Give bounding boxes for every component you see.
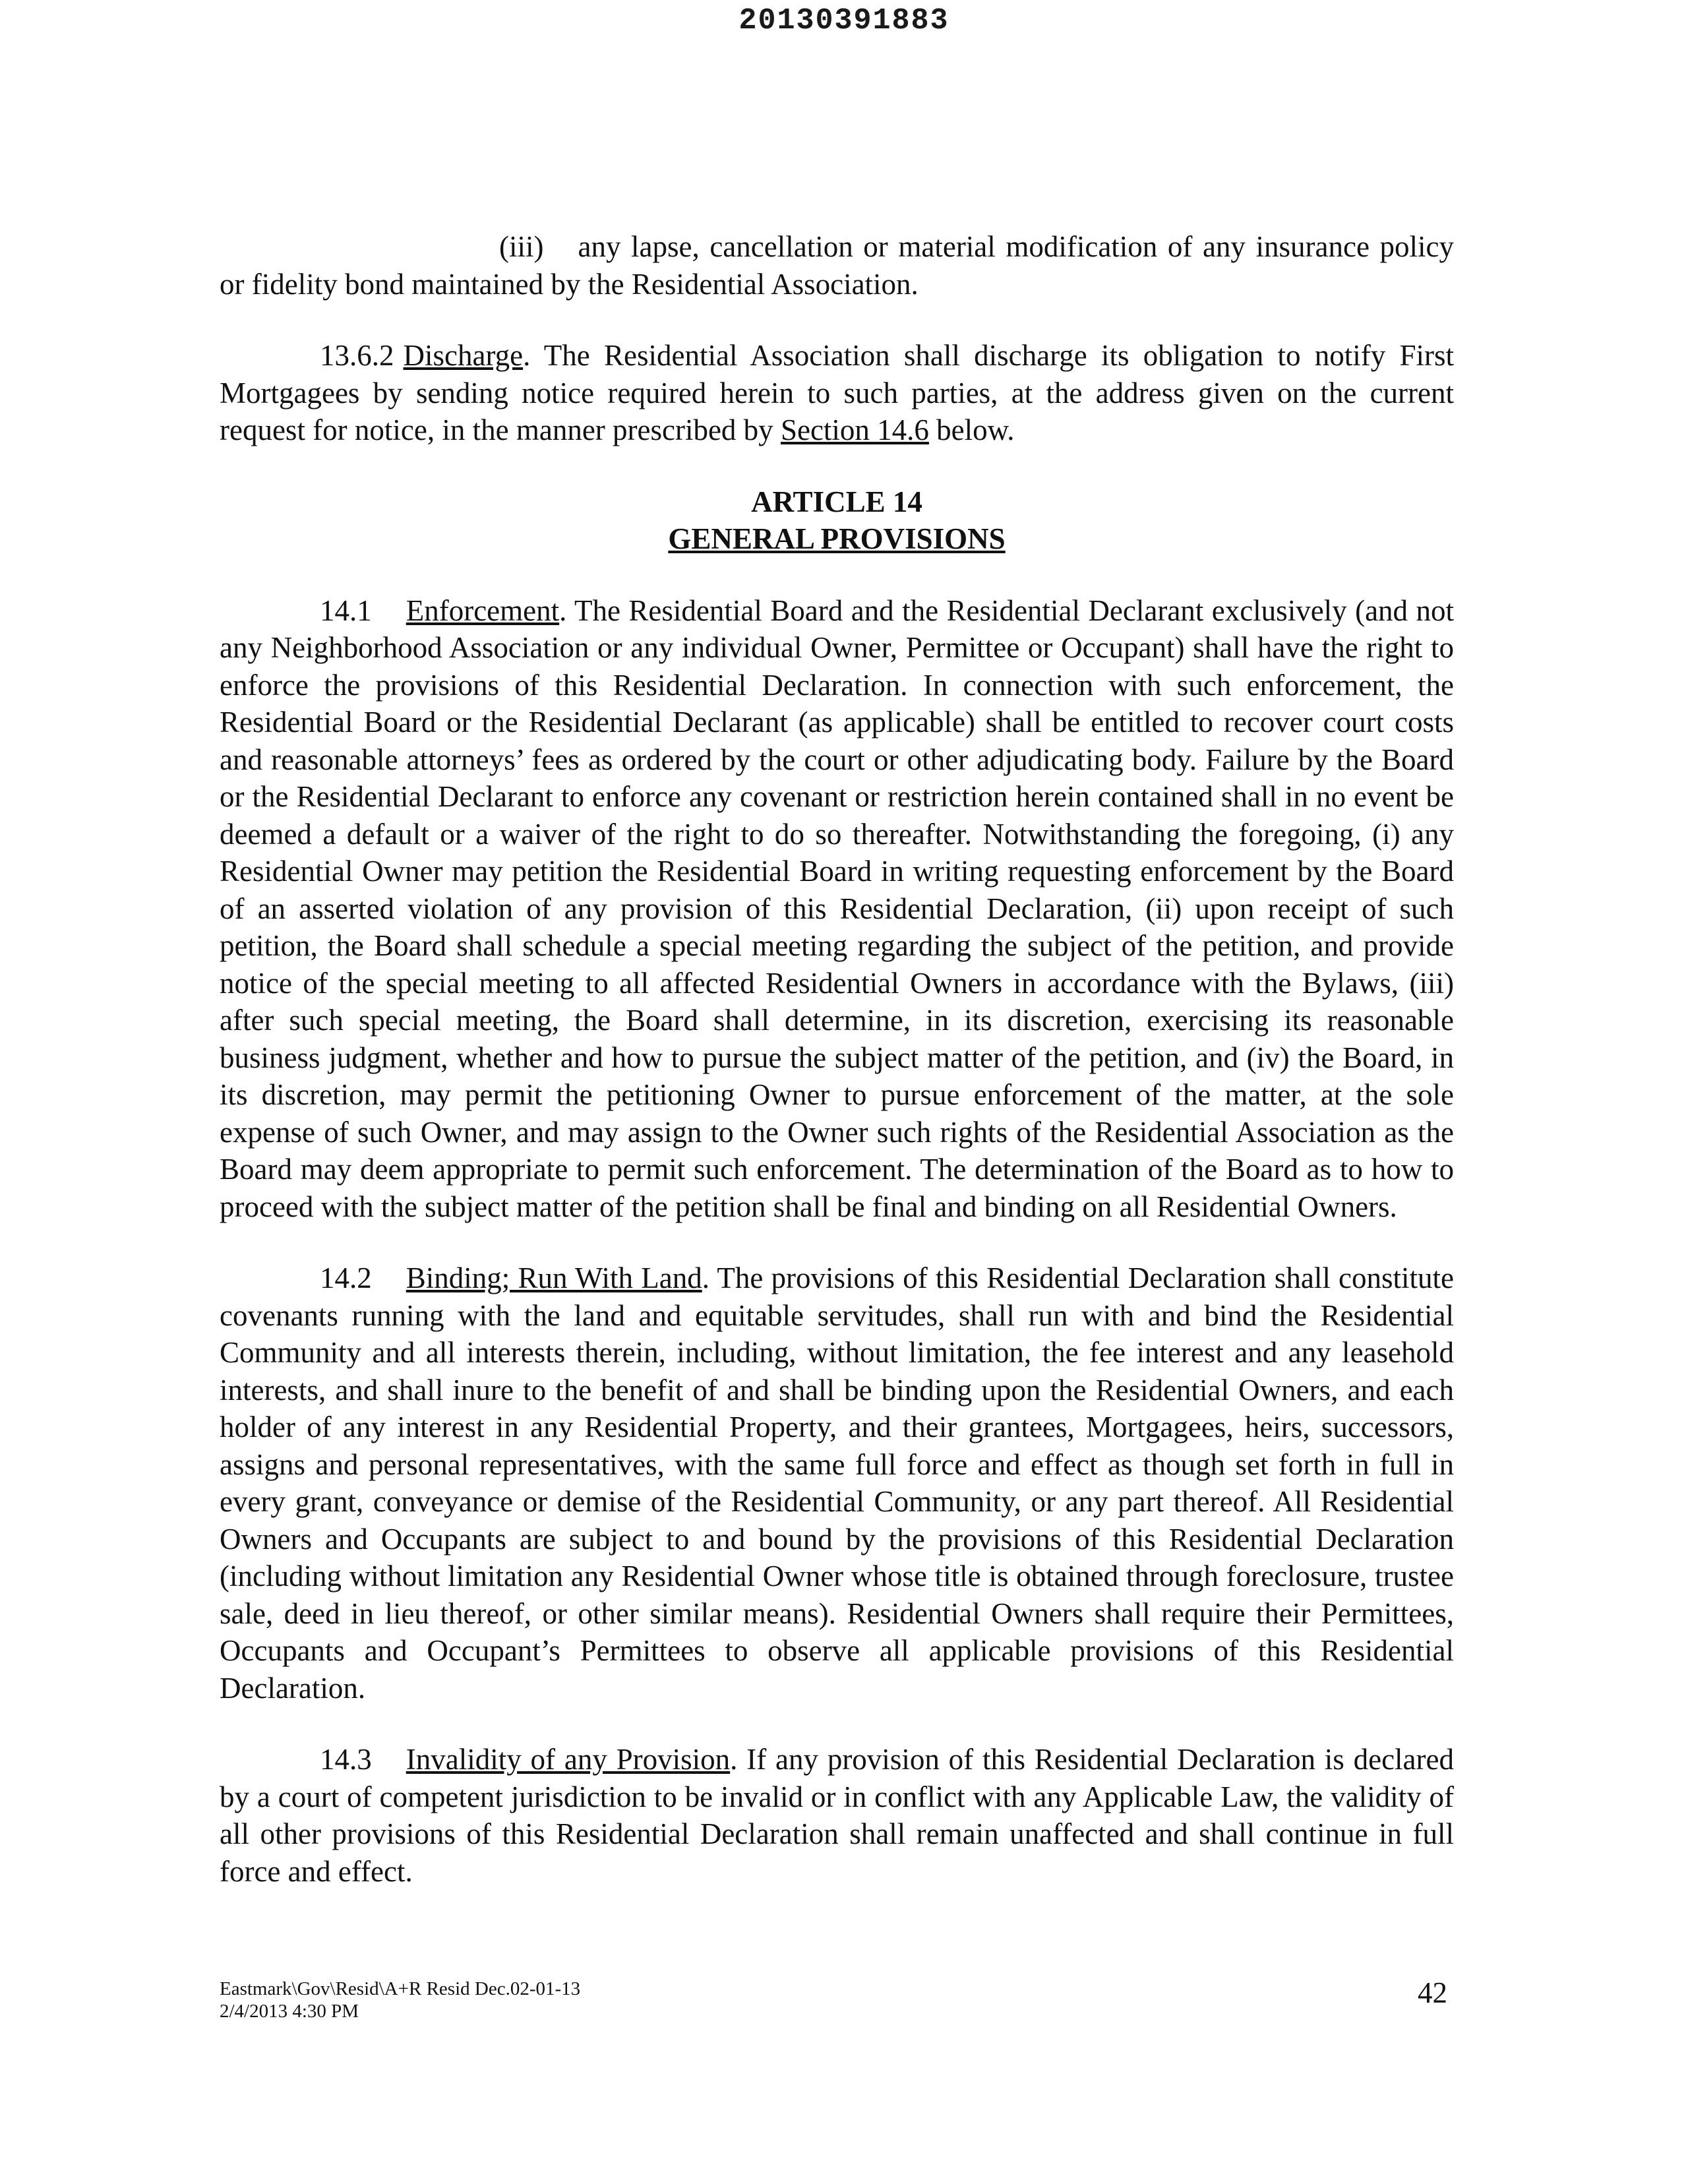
footer-file-path: Eastmark\Gov\Resid\A+R Resid Dec.02-01-13	[220, 1978, 581, 1999]
article-number: ARTICLE 14	[751, 485, 922, 518]
paragraph-item-iii	[220, 228, 1454, 303]
section-title: Invalidity of any Provision	[406, 1743, 731, 1776]
article-heading	[220, 483, 1454, 558]
section-text: . The Residential Board and the Residential Declarant exclusively (and not any Neighborhood Association or any individual Owner, Permittee or Occupant) shall have the right to enforce the provisions of this Residential Declaration. In connection with such enforcement, the Residential Board or the Residential Declarant (as applicable) shall be entitled to recover court costs and reasonable attorneys’ fees as ordered by the court or other adjudicating body. Failure by the Board or the Residential Declarant to enforce any covenant or restriction herein contained shall in no event be deemed a default or a waiver of the right to do so thereafter. Notwithstanding the foregoing, (i) any Residential Owner may petition the Residential Board in writing requesting enforcement by the Board of an asserted violation of any provision of this Residential Declaration, (ii) upon receipt of such petition, the Board shall schedule a special meeting regarding the subject of the petition, and provide notice of the special meeting to all affected Residential Owners in accordance with the Bylaws, (iii) after such special meeting, the Board shall determine, in its discretion, exercising its reasonable business judgment, whether and how to pursue the subject matter of the petition, and (iv) the Board, in its discretion, may permit the petitioning Owner to pursue enforcement of the matter, at the sole expense of such Owner, and may assign to the Owner such rights of the Residential Association as the Board may deem appropriate to permit such enforcement. The determination of the Board as to how to proceed with the subject matter of the petition shall be final and binding on all Residential Owners.	[220, 593, 1454, 1223]
section-number: 14.2	[320, 1261, 372, 1294]
section-text-end: below.	[928, 413, 1015, 446]
item-number: (iii)	[499, 230, 544, 263]
document-number: 20130391883	[738, 4, 950, 38]
section-number: 14.1	[320, 593, 372, 627]
section-14-1	[220, 592, 1454, 1226]
footer-file-info	[220, 1978, 580, 2022]
section-title: Binding; Run With Land	[406, 1261, 702, 1294]
section-text: . If any provision of this Residential Declaration is declared by a court of competent jurisdiction to be invalid or in conflict with any Applicable Law, the validity of all other provisions of this Residential Declaration shall remain unaffected and shall continue in full force and effect.	[220, 1743, 1454, 1888]
page-number: 42	[1418, 1976, 1447, 2009]
section-number: 13.6.2	[320, 339, 394, 372]
section-text: . The Residential Association shall discharge its obligation to notify First Mortgagees by sending notice required herein to such parties, at the address given on the current request for notice, in the manner prescribed by	[220, 339, 1454, 446]
section-13-6-2	[220, 337, 1454, 449]
section-14-2	[220, 1259, 1454, 1707]
document-body	[220, 228, 1454, 1924]
section-title: Discharge	[403, 339, 524, 372]
item-text: any lapse, cancellation or material modification of any insurance policy or fidelity bond maintained by the Residential Association.	[220, 230, 1454, 301]
section-14-3	[220, 1741, 1454, 1890]
section-title: Enforcement	[406, 593, 560, 627]
section-text: . The provisions of this Residential Declaration shall constitute covenants running with the land and equitable servitudes, shall run with and bind the Residential Community and all interests therein, including, without limitation, the fee interest and any leasehold interests, and shall inure to the benefit of and shall be binding upon the Residential Owners, and each holder of any interest in any Residential Property, and their grantees, Mortgagees, heirs, successors, assigns and personal representatives, with the same full force and effect as though set forth in full in every grant, conveyance or demise of the Residential Community, or any part thereof. All Residential Owners and Occupants are subject to and bound by the provisions of this Residential Declaration (including without limitation any Residential Owner whose title is obtained through foreclosure, trustee sale, deed in lieu thereof, or other similar means). Residential Owners shall require their Permittees, Occupants and Occupant’s Permittees to observe all applicable provisions of this Residential Declaration.	[220, 1261, 1454, 1705]
article-title: GENERAL PROVISIONS	[668, 522, 1006, 555]
footer-timestamp: 2/4/2013 4:30 PM	[220, 2001, 359, 2022]
section-reference: Section 14.6	[780, 413, 929, 446]
section-number: 14.3	[320, 1743, 372, 1776]
